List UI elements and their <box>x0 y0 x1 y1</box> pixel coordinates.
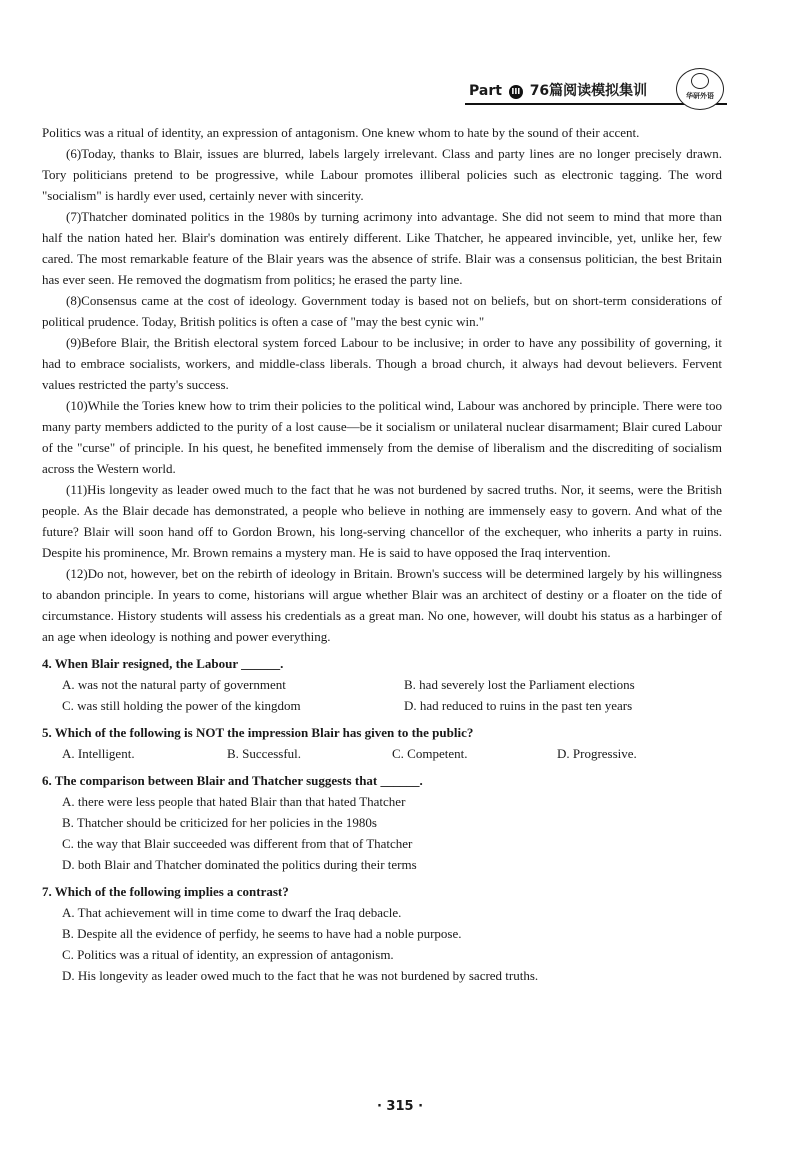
passage-paragraph-9: (9)Before Blair, the British electoral system forced Labour to be inclusive; in order to have any possibility of governing, it had to embrace socialists, workers, and middle-class liberals. Though a broad church, it always had devout believers. Fervent values restricted the party's success. <box>42 335 722 392</box>
question-4-options-row2 <box>42 695 722 716</box>
question-5-option-a: A. Intelligent. <box>62 746 135 761</box>
question-7-stem: 7. Which of the following implies a contrast? <box>42 884 289 899</box>
passage-paragraph-10: (10)While the Tories knew how to trim their policies to the political wind, Labour was anchored by principle. There were too many party members addicted to the purity of a lost cause—be it socialism or unilateral nuclear disarmament; Blair cured Labour of the "curse" of principle. In his quest, he benefited immensely from the demise of liberalism and the discrediting of socialism across the Western world. <box>42 398 722 476</box>
question-4-option-d: D. had reduced to ruins in the past ten years <box>404 698 633 713</box>
part-label: Part <box>469 83 502 99</box>
passage-paragraph-cont: Politics was a ritual of identity, an expression of antagonism. One knew whom to hate by the sound of their accent. <box>42 125 640 140</box>
part-number-badge: III <box>509 85 523 99</box>
question-6-option-c: C. the way that Blair succeeded was different from that of Thatcher <box>62 836 413 851</box>
question-4-options-row1 <box>42 674 722 695</box>
question-5-option-c: C. Competent. <box>392 746 468 761</box>
publisher-logo <box>676 68 724 110</box>
mascot-icon <box>691 73 709 89</box>
page-header <box>455 68 755 108</box>
question-5-stem: 5. Which of the following is NOT the impression Blair has given to the public? <box>42 725 474 740</box>
question-4-option-c: C. was still holding the power of the kingdom <box>62 698 301 713</box>
question-7-option-d: D. His longevity as leader owed much to the fact that he was not burdened by sacred truths. <box>62 968 539 983</box>
question-6-stem: 6. The comparison between Blair and Thatcher suggests that ______. <box>42 773 423 788</box>
passage-paragraph-8: (8)Consensus came at the cost of ideology. Government today is based not on beliefs, but on short-term considerations of political prudence. Today, British politics is often a case of "may the best cynic win." <box>42 293 722 329</box>
page-content <box>42 122 722 986</box>
question-5-option-b: B. Successful. <box>227 746 302 761</box>
question-7-option-b: B. Despite all the evidence of perfidy, he seems to have had a noble purpose. <box>62 926 462 941</box>
passage-paragraph-11: (11)His longevity as leader owed much to the fact that he was not burdened by sacred truths. Nor, it seems, were the British people. As the Blair decade has demonstrated, a people who believe in nothing are immensely easy to govern. And what of the future? Blair will soon hand off to Gordon Brown, his long-serving chancellor of the exchequer, who inherits a party in ruins. Despite his prominence, Mr. Brown remains a mystery man. He is said to have opposed the Iraq intervention. <box>42 482 722 560</box>
question-7-option-a: A. That achievement will in time come to dwarf the Iraq debacle. <box>62 905 402 920</box>
question-4-option-a: A. was not the natural party of government <box>62 677 286 692</box>
passage-paragraph-6: (6)Today, thanks to Blair, issues are blurred, labels largely irrelevant. Class and party lines are no longer precisely drawn. Tory politicians pretend to be progressive, while Labour promotes illiberal policies such as electronic tagging. The word "socialism" is hardly ever used, certainly never with sincerity. <box>42 146 722 203</box>
passage-paragraph-7: (7)Thatcher dominated politics in the 1980s by turning acrimony into advantage. She did not seem to mind that more than half the nation hated her. Blair's domination was entirely different. Like Thatcher, he appeared invincible, yet, unlike her, few cared. The most remarkable feature of the Blair years was the absence of strife. Blair was a consensus politician, the best Britain has ever seen. He removed the dogmatism from politics; he erased the party line. <box>42 209 722 287</box>
header-title <box>469 80 647 100</box>
question-4-option-b: B. had severely lost the Parliament elections <box>404 677 635 692</box>
question-7-option-c: C. Politics was a ritual of identity, an expression of antagonism. <box>62 947 394 962</box>
question-6-option-a: A. there were less people that hated Blair than that hated Thatcher <box>62 794 406 809</box>
question-5-options <box>42 743 722 764</box>
question-6-option-b: B. Thatcher should be criticized for her policies in the 1980s <box>62 815 377 830</box>
question-5-option-d: D. Progressive. <box>557 746 637 761</box>
page-number: · 315 · <box>376 1099 424 1114</box>
question-4-stem: 4. When Blair resigned, the Labour ______. <box>42 656 284 671</box>
question-6-option-d: D. both Blair and Thatcher dominated the politics during their terms <box>62 857 417 872</box>
logo-text: 华研外语 <box>686 92 714 100</box>
passage-paragraph-12: (12)Do not, however, bet on the rebirth of ideology in Britain. Brown's success will be determined largely by his willingness to abandon principle. In years to come, historians will argue whether Blair was an architect of destiny or a floater on the tide of circumstance. History students will assess his credentials as a great man. No one, however, will doubt his status as a harbinger of an age when ideology is nothing and power everything. <box>42 566 722 644</box>
collection-title: 76篇阅读模拟集训 <box>529 83 648 99</box>
